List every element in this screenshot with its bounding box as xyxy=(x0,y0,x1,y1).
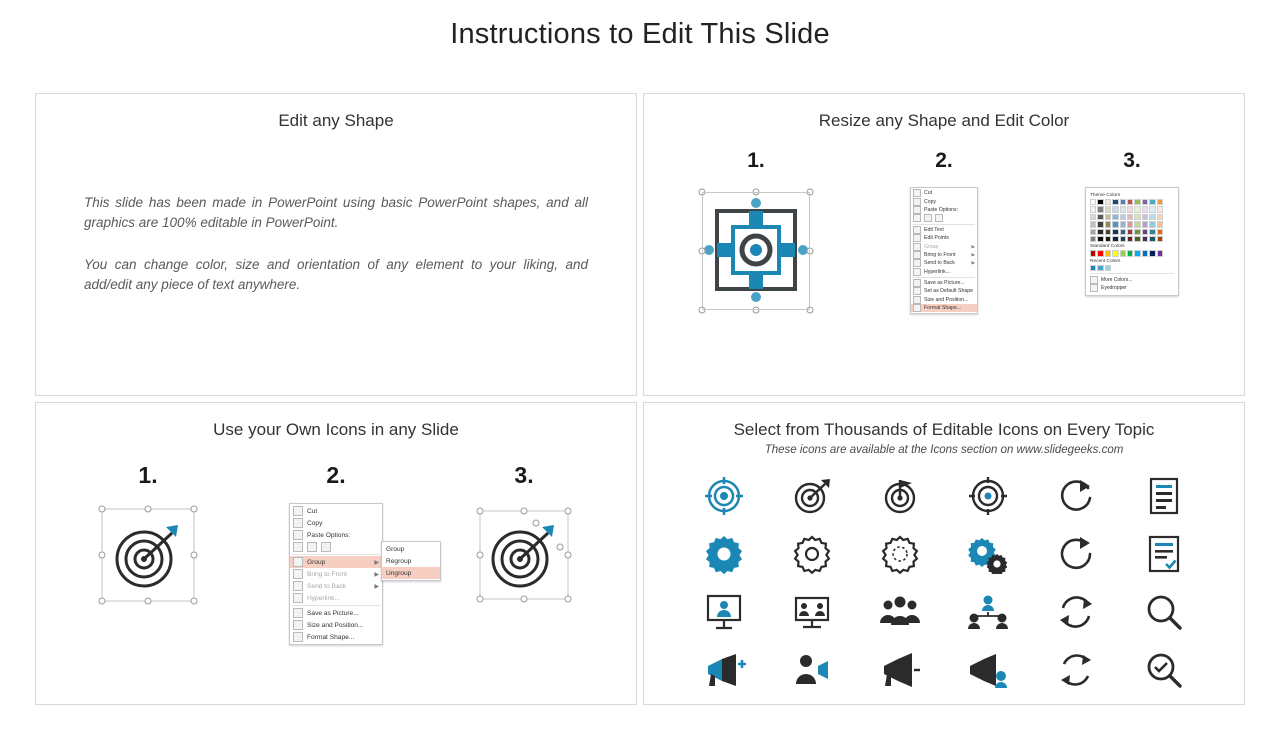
icons-grid xyxy=(680,470,1208,696)
menu-divider xyxy=(913,224,975,225)
swatch[interactable] xyxy=(1142,199,1148,205)
panel-title: Select from Thousands of Editable Icons on Every Topic xyxy=(733,420,1155,439)
swatch[interactable] xyxy=(1149,236,1155,242)
panel-paragraph-1: This slide has been made in PowerPoint using basic PowerPoint shapes, and all graphics are 100% editable in PowerPoint. xyxy=(84,195,588,230)
format-shape-icon xyxy=(293,632,303,642)
menu-item-label: Hyperlink... xyxy=(924,268,950,275)
icon-cell[interactable] xyxy=(856,586,944,638)
size-position-icon xyxy=(913,296,921,304)
team-board-icon xyxy=(792,592,832,632)
icon-cell[interactable] xyxy=(1120,528,1208,580)
icon-cell[interactable] xyxy=(856,528,944,580)
menu-item-label: Size and Position... xyxy=(924,296,969,303)
target-dart-ungrouped-graphic xyxy=(472,503,576,607)
swatch[interactable] xyxy=(1157,250,1163,256)
paste-options-icons[interactable] xyxy=(290,541,382,553)
menu-item-label: Hyperlink... xyxy=(307,594,340,602)
menu-item-hyperlink[interactable] xyxy=(911,268,977,276)
picker-divider xyxy=(1090,273,1174,274)
menu-item-group[interactable] xyxy=(911,242,977,250)
swatch[interactable] xyxy=(1112,214,1118,220)
standard-colors-label: Standard Colors xyxy=(1090,244,1125,250)
swatch[interactable] xyxy=(1112,236,1118,242)
step-1 xyxy=(662,149,850,315)
gear-solid-icon xyxy=(704,534,744,574)
icon-cell[interactable] xyxy=(1032,528,1120,580)
menu-item-bring-to-front[interactable] xyxy=(911,251,977,259)
cycle-arrows-icon xyxy=(1056,592,1096,632)
paste-icon xyxy=(293,530,303,540)
swatch[interactable] xyxy=(1105,221,1111,227)
icon-cell[interactable] xyxy=(856,470,944,522)
panel-title: Use your Own Icons in any Slide xyxy=(213,420,459,439)
menu-item-label: Copy xyxy=(924,198,937,205)
format-shape-icon xyxy=(913,304,921,312)
swatch[interactable] xyxy=(1134,221,1140,227)
swatch[interactable] xyxy=(1112,199,1118,205)
gears-pair-icon xyxy=(966,534,1010,574)
icon-cell[interactable] xyxy=(768,644,856,696)
target-crosshair-icon xyxy=(704,476,744,516)
icon-cell[interactable] xyxy=(856,644,944,696)
menu-item-label: Size and Position... xyxy=(307,621,364,629)
icon-cell[interactable] xyxy=(1032,586,1120,638)
edit-text-icon xyxy=(913,226,921,234)
swatch[interactable] xyxy=(1149,221,1155,227)
megaphone-user-icon xyxy=(966,650,1010,690)
chevron-right-icon: ▶ xyxy=(374,571,379,578)
swatch[interactable] xyxy=(1134,236,1140,242)
swatch[interactable] xyxy=(1090,214,1096,220)
hyperlink-icon xyxy=(293,593,303,603)
swatch[interactable] xyxy=(1105,206,1111,212)
swatch[interactable] xyxy=(1097,229,1103,235)
swatch[interactable] xyxy=(1157,236,1163,242)
swatch[interactable] xyxy=(1090,236,1096,242)
magnifier-icon xyxy=(1144,592,1184,632)
chevron-right-icon: ▶ xyxy=(971,251,975,257)
edit-points-icon xyxy=(913,234,921,242)
context-menu-with-submenu[interactable] xyxy=(289,503,412,645)
step-number: 2. xyxy=(326,462,346,488)
swatch[interactable] xyxy=(1149,250,1155,256)
panel-paragraph-2: You can change color, size and orientation of any element to your liking, and add/edit any piece of text anywhere. xyxy=(84,257,588,292)
swatch[interactable] xyxy=(1127,199,1133,205)
swatch[interactable] xyxy=(1127,250,1133,256)
chevron-right-icon: ▶ xyxy=(374,583,379,590)
panel-title: Resize any Shape and Edit Color xyxy=(818,111,1070,130)
step-3 xyxy=(430,462,618,607)
menu-item-label: Format Shape... xyxy=(924,305,962,312)
size-position-icon xyxy=(293,620,303,630)
icon-cell[interactable] xyxy=(1032,644,1120,696)
icon-cell[interactable] xyxy=(1120,586,1208,638)
step-2 xyxy=(850,149,1038,314)
menu-item-paste-options[interactable] xyxy=(290,529,382,541)
copy-icon xyxy=(293,518,303,528)
steps-row xyxy=(36,462,636,645)
paste-picture-icon xyxy=(307,542,317,552)
rotate-arrows-icon xyxy=(1056,650,1096,690)
submenu-item-regroup[interactable]: Regroup xyxy=(386,557,412,565)
swatch[interactable] xyxy=(1090,206,1096,212)
menu-item-set-default-shape[interactable] xyxy=(911,287,977,295)
menu-item-size-and-position[interactable] xyxy=(911,296,977,304)
menu-item-send-to-back[interactable] xyxy=(911,259,977,267)
icon-cell[interactable] xyxy=(768,470,856,522)
swatch[interactable] xyxy=(1120,199,1126,205)
swatch[interactable] xyxy=(1097,250,1103,256)
group-icon xyxy=(293,557,303,567)
paste-text-icon xyxy=(935,214,943,222)
icon-cell[interactable] xyxy=(944,644,1032,696)
paste-picture-icon xyxy=(924,214,932,222)
swatch[interactable] xyxy=(1134,229,1140,235)
swatch[interactable] xyxy=(1142,250,1148,256)
steps-row xyxy=(644,149,1244,315)
step-number: 1. xyxy=(747,149,765,172)
menu-item-label: Paste Options: xyxy=(307,531,351,539)
group-submenu[interactable] xyxy=(381,541,441,581)
cut-icon xyxy=(293,506,303,516)
swatch[interactable] xyxy=(1149,229,1155,235)
step-number: 3. xyxy=(1123,149,1141,172)
menu-divider xyxy=(292,605,380,606)
save-picture-icon xyxy=(293,608,303,618)
menu-divider xyxy=(292,554,380,555)
swatch[interactable] xyxy=(1157,214,1163,220)
menu-item-label: Cut xyxy=(307,507,318,515)
menu-item-label: Group xyxy=(307,558,326,566)
menu-item-label: Save as Picture... xyxy=(307,609,359,617)
swatch[interactable] xyxy=(1134,199,1140,205)
target-scope-icon xyxy=(968,476,1008,516)
standard-colors-row[interactable] xyxy=(1090,250,1174,256)
swatch[interactable] xyxy=(1134,250,1140,256)
refresh-arrow-icon xyxy=(1056,476,1096,516)
menu-item-hyperlink[interactable] xyxy=(290,592,382,604)
swatch[interactable] xyxy=(1112,229,1118,235)
send-to-back-icon xyxy=(293,581,303,591)
swatch[interactable] xyxy=(1105,229,1111,235)
swatch[interactable] xyxy=(1157,206,1163,212)
chevron-right-icon: ▶ xyxy=(374,559,379,566)
menu-item-cut[interactable] xyxy=(911,189,977,197)
swatch[interactable] xyxy=(1134,214,1140,220)
swatch[interactable] xyxy=(1090,199,1096,205)
slide xyxy=(0,18,1280,738)
cut-icon xyxy=(913,189,921,197)
recent-colors-label: Recent Colors xyxy=(1090,258,1121,264)
menu-item-bring-to-front[interactable] xyxy=(290,568,382,580)
swatch[interactable] xyxy=(1105,214,1111,220)
swatch[interactable] xyxy=(1090,221,1096,227)
menu-item-label: Group xyxy=(924,243,939,250)
swatch[interactable] xyxy=(1097,221,1103,227)
swatch[interactable] xyxy=(1097,265,1103,271)
paste-icon xyxy=(913,206,921,214)
swatch[interactable] xyxy=(1127,229,1133,235)
swatch[interactable] xyxy=(1157,199,1163,205)
eyedropper-label: Eyedropper xyxy=(1101,285,1127,292)
eyedropper-item[interactable] xyxy=(1090,284,1174,292)
menu-item-size-and-position[interactable] xyxy=(290,619,382,631)
menu-item-label: Edit Points xyxy=(924,235,949,242)
icon-cell[interactable] xyxy=(944,528,1032,580)
person-speaker-icon xyxy=(790,650,834,690)
step-number: 3. xyxy=(514,462,534,488)
menu-item-label: Format Shape... xyxy=(307,633,355,641)
recent-colors-row[interactable] xyxy=(1090,265,1174,271)
swatch[interactable] xyxy=(1112,221,1118,227)
swatch[interactable] xyxy=(1127,206,1133,212)
panel-grid xyxy=(35,93,1245,713)
menu-item-label: Send to Back xyxy=(307,582,347,590)
icon-cell[interactable] xyxy=(768,586,856,638)
icon-cell[interactable] xyxy=(1032,470,1120,522)
chevron-right-icon: ▶ xyxy=(971,260,975,266)
swatch[interactable] xyxy=(1105,236,1111,242)
menu-item-label: Set as Default Shape xyxy=(924,288,974,295)
group-icon xyxy=(913,243,921,251)
menu-item-edit-points[interactable] xyxy=(911,234,977,242)
paste-text-icon xyxy=(321,542,331,552)
icon-cell[interactable] xyxy=(680,470,768,522)
swatch[interactable] xyxy=(1120,221,1126,227)
menu-item-label: Cut xyxy=(924,190,933,197)
send-to-back-icon xyxy=(913,259,921,267)
swatch[interactable] xyxy=(1120,236,1126,242)
paste-keep-format-icon xyxy=(913,214,921,222)
swatch[interactable] xyxy=(1134,206,1140,212)
megaphone-icon xyxy=(878,650,922,690)
palette-icon xyxy=(1090,276,1098,284)
swatch[interactable] xyxy=(1090,229,1096,235)
icon-cell[interactable] xyxy=(768,528,856,580)
swatch[interactable] xyxy=(1112,206,1118,212)
submenu-item-ungroup[interactable]: Ungroup xyxy=(382,567,440,579)
menu-item-label: Bring to Front xyxy=(307,570,347,578)
megaphone-plus-icon xyxy=(702,650,746,690)
shape-selection-graphic xyxy=(697,187,815,315)
panel-title: Edit any Shape xyxy=(278,111,394,130)
menu-item-save-as-picture[interactable] xyxy=(911,279,977,287)
menu-item-format-shape[interactable] xyxy=(290,631,382,643)
more-colors-label: More Colors... xyxy=(1101,277,1133,284)
theme-tints[interactable] xyxy=(1090,206,1174,242)
menu-item-label: Send to Back xyxy=(924,260,955,267)
step-number: 1. xyxy=(138,462,158,488)
eyedropper-icon xyxy=(1090,284,1098,292)
swatch[interactable] xyxy=(1157,229,1163,235)
document-check-icon xyxy=(1146,534,1182,574)
document-list-icon xyxy=(1146,476,1182,516)
panel-edit-any-shape xyxy=(35,93,637,396)
swatch[interactable] xyxy=(1097,199,1103,205)
menu-item-label: Paste Options: xyxy=(924,206,959,213)
paste-keep-format-icon xyxy=(293,542,303,552)
swatch[interactable] xyxy=(1120,229,1126,235)
swatch[interactable] xyxy=(1127,236,1133,242)
swatch[interactable] xyxy=(1105,199,1111,205)
submenu-item-group[interactable]: Group xyxy=(386,545,405,553)
swatch[interactable] xyxy=(1105,250,1111,256)
swatch[interactable] xyxy=(1097,236,1103,242)
swatch[interactable] xyxy=(1127,214,1133,220)
menu-item-label: Bring to Front xyxy=(924,251,956,258)
icon-cell[interactable] xyxy=(680,586,768,638)
swatch[interactable] xyxy=(1142,221,1148,227)
magnifier-check-icon xyxy=(1144,650,1184,690)
panel-select-editable-icons xyxy=(643,402,1245,705)
swatch[interactable] xyxy=(1157,221,1163,227)
color-picker[interactable] xyxy=(1085,187,1179,296)
theme-colors-label: Theme Colors xyxy=(1090,193,1121,198)
more-colors-item[interactable] xyxy=(1090,276,1174,284)
icon-cell[interactable] xyxy=(944,586,1032,638)
paste-options-icons[interactable] xyxy=(911,214,977,222)
page-title: Instructions to Edit This Slide xyxy=(450,18,830,50)
default-shape-icon xyxy=(913,287,921,295)
swatch[interactable] xyxy=(1112,250,1118,256)
swatch[interactable] xyxy=(1142,236,1148,242)
theme-colors-row[interactable] xyxy=(1090,199,1174,205)
team-network-icon xyxy=(966,592,1010,632)
target-flag-icon xyxy=(880,476,920,516)
chevron-right-icon: ▶ xyxy=(971,243,975,249)
group-people-icon xyxy=(878,592,922,632)
menu-item-copy[interactable] xyxy=(290,517,382,529)
target-dart-selected-graphic xyxy=(96,503,200,607)
swatch[interactable] xyxy=(1120,214,1126,220)
menu-item-save-as-picture[interactable] xyxy=(290,607,382,619)
menu-item-label: Edit Text xyxy=(924,226,944,233)
menu-item-copy[interactable] xyxy=(911,197,977,205)
person-presenter-icon xyxy=(704,592,744,632)
icon-cell[interactable] xyxy=(1120,644,1208,696)
swatch[interactable] xyxy=(1090,250,1096,256)
save-picture-icon xyxy=(913,279,921,287)
swatch[interactable] xyxy=(1105,265,1111,271)
icon-cell[interactable] xyxy=(1120,470,1208,522)
gear-dotted-icon xyxy=(880,534,920,574)
menu-item-cut[interactable] xyxy=(290,505,382,517)
copy-icon xyxy=(913,198,921,206)
swatch[interactable] xyxy=(1120,206,1126,212)
swatch[interactable] xyxy=(1090,265,1096,271)
swatch[interactable] xyxy=(1097,214,1103,220)
swatch[interactable] xyxy=(1097,206,1103,212)
panel-resize-any-shape xyxy=(643,93,1245,396)
hyperlink-icon xyxy=(913,268,921,276)
step-1 xyxy=(54,462,242,607)
gear-outline-icon xyxy=(792,534,832,574)
menu-item-paste-options[interactable] xyxy=(911,206,977,214)
target-dart-icon xyxy=(792,476,832,516)
step-3 xyxy=(1038,149,1226,296)
swatch[interactable] xyxy=(1127,221,1133,227)
menu-item-edit-text[interactable] xyxy=(911,226,977,234)
selection-frame xyxy=(702,192,810,310)
context-menu[interactable] xyxy=(289,503,383,645)
swatch[interactable] xyxy=(1142,206,1148,212)
refresh-circle-icon xyxy=(1056,534,1096,574)
swatch[interactable] xyxy=(1149,214,1155,220)
icon-cell[interactable] xyxy=(944,470,1032,522)
panel-subtitle: These icons are available at the Icons section on www.slidegeeks.com xyxy=(764,444,1124,456)
icon-cell[interactable] xyxy=(680,528,768,580)
step-2 xyxy=(242,462,430,645)
menu-item-group[interactable] xyxy=(290,556,382,568)
step-number: 2. xyxy=(935,149,953,172)
swatch[interactable] xyxy=(1149,206,1155,212)
menu-item-label: Save as Picture... xyxy=(924,280,965,287)
context-menu[interactable] xyxy=(910,187,978,314)
menu-item-send-to-back[interactable] xyxy=(290,580,382,592)
bring-to-front-icon xyxy=(913,251,921,259)
bring-to-front-icon xyxy=(293,569,303,579)
swatch[interactable] xyxy=(1120,250,1126,256)
menu-item-format-shape[interactable] xyxy=(911,304,977,312)
menu-item-label: Copy xyxy=(307,519,323,527)
swatch[interactable] xyxy=(1149,199,1155,205)
panel-use-your-own-icons xyxy=(35,402,637,705)
menu-divider xyxy=(913,277,975,278)
swatch[interactable] xyxy=(1142,214,1148,220)
swatch[interactable] xyxy=(1142,229,1148,235)
icon-cell[interactable] xyxy=(680,644,768,696)
